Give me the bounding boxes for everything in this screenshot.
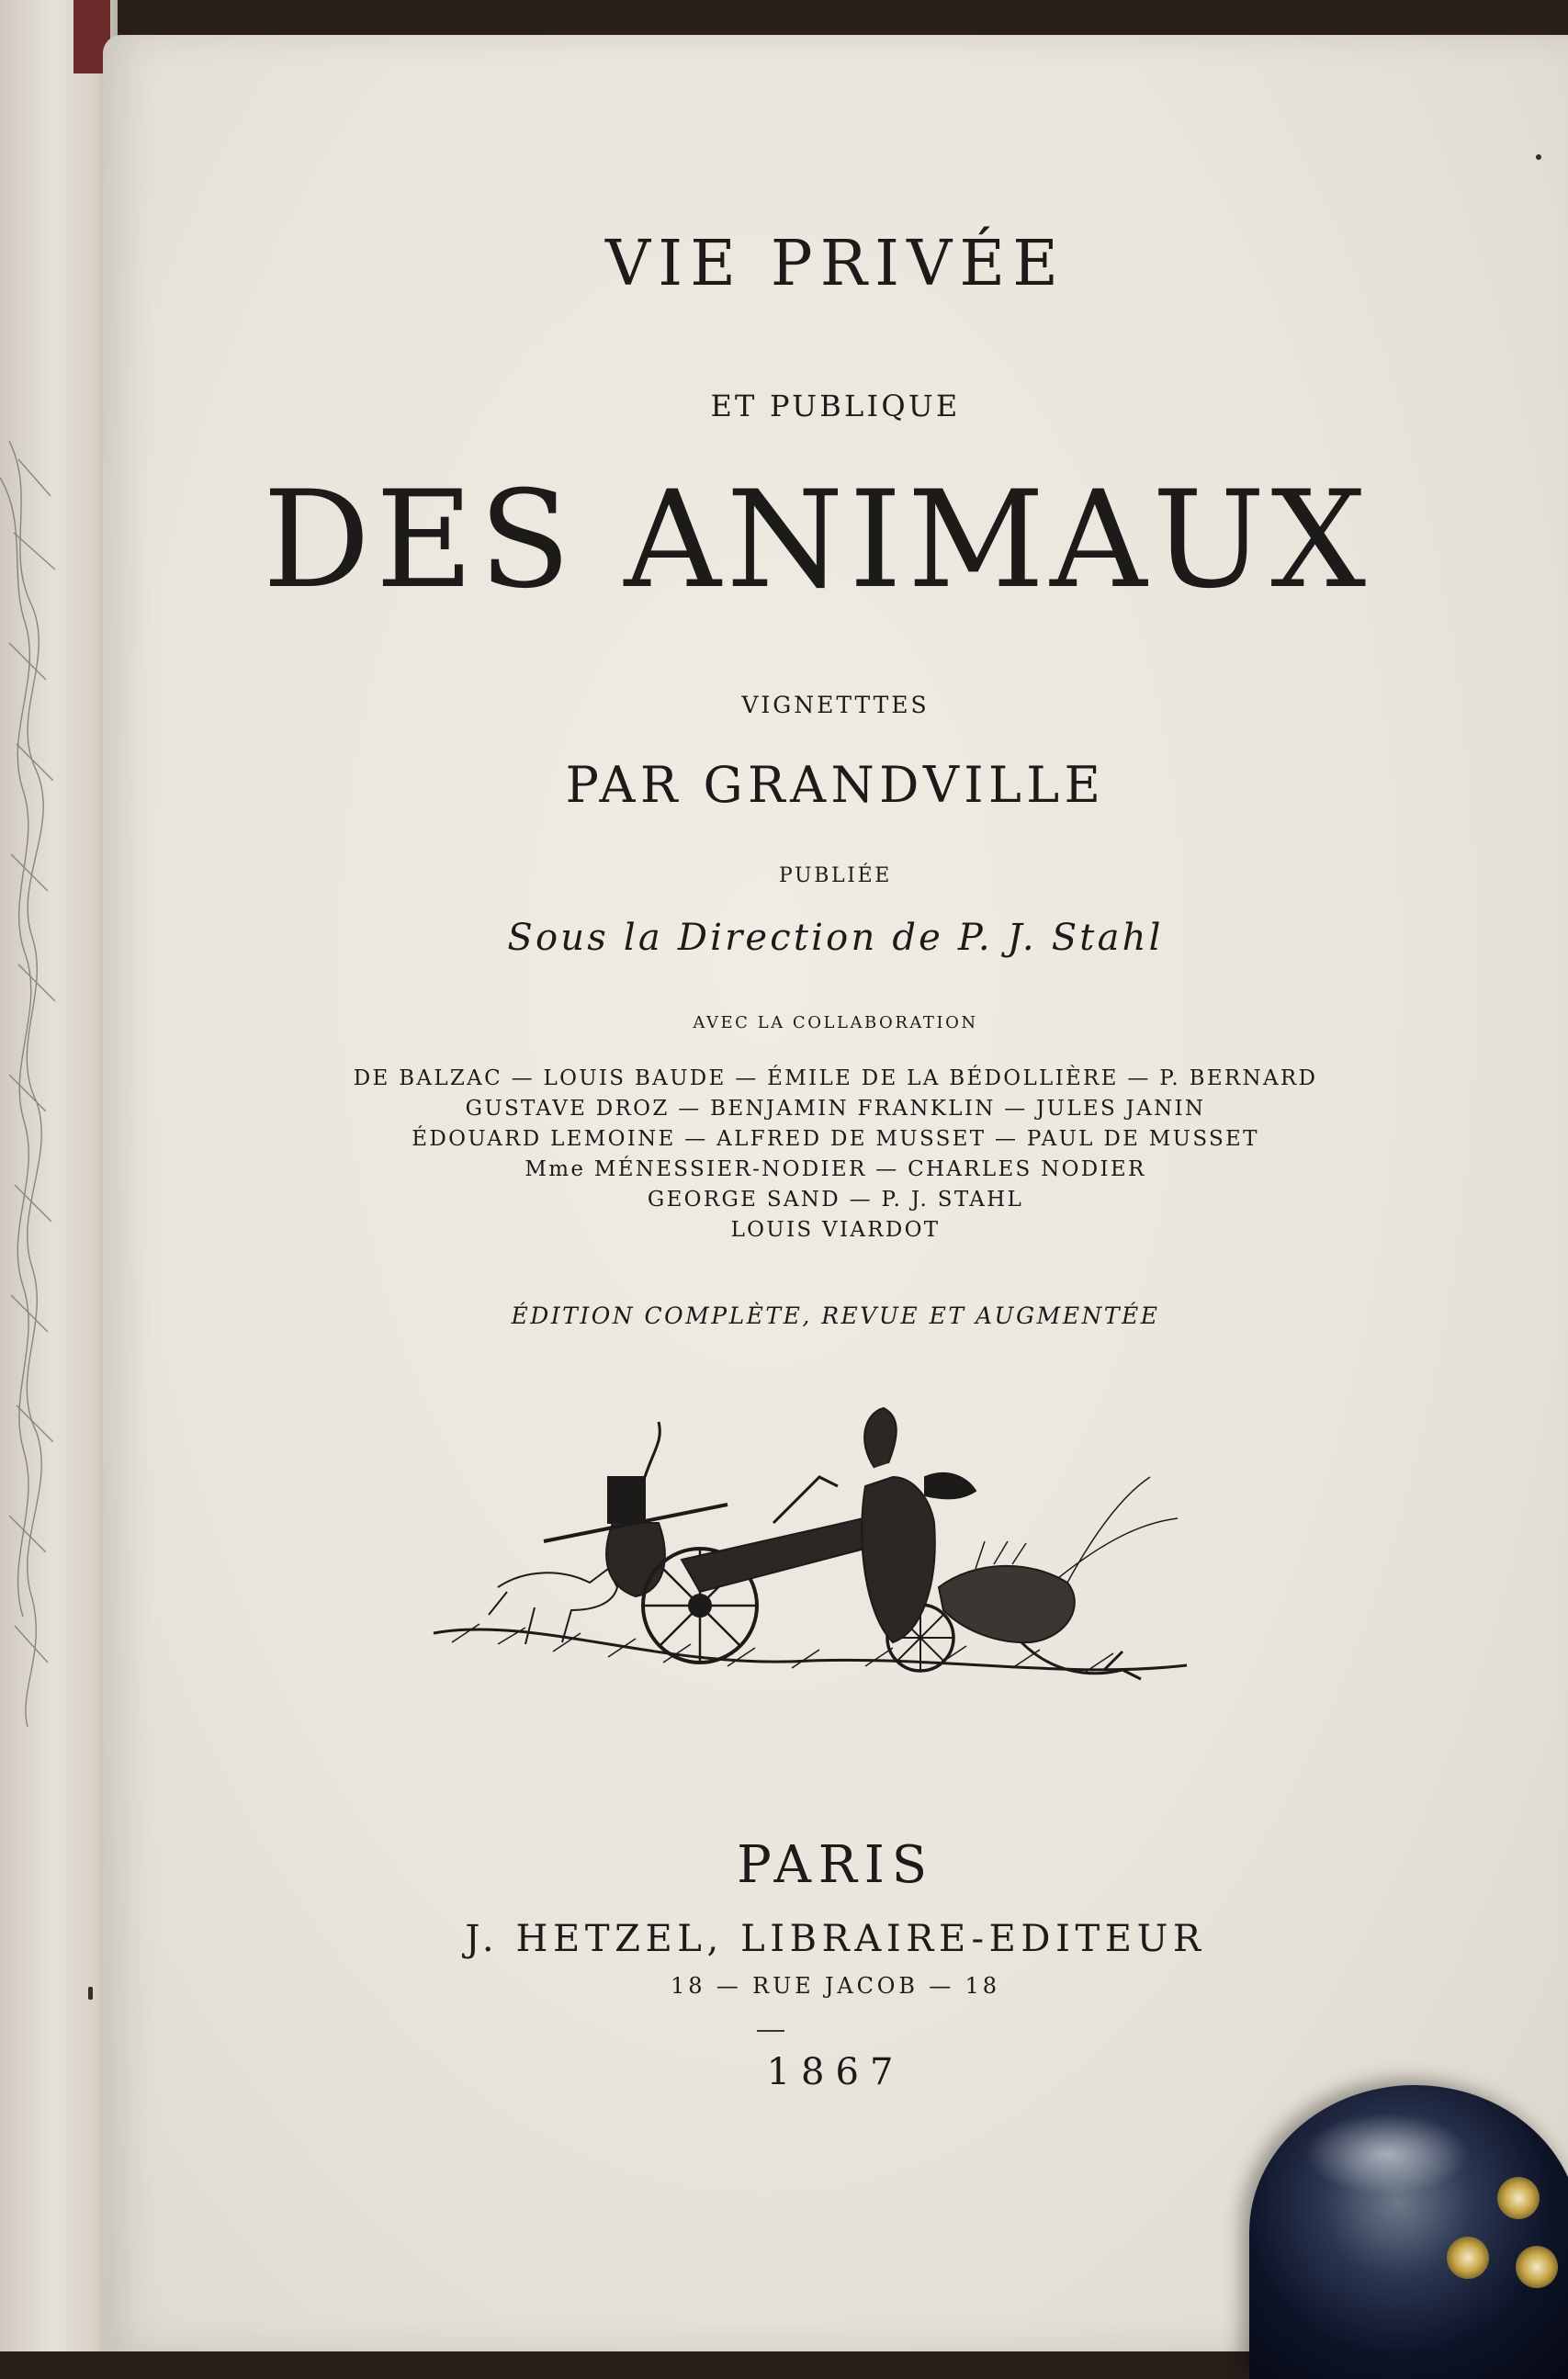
collaborator-line: GEORGE SAND — P. J. STAHL — [647, 1188, 1024, 1212]
publication-year: 1867 — [766, 2051, 905, 2093]
collaborator-line: GUSTAVE DROZ — BENJAMIN FRANKLIN — JULES JANIN — [465, 1097, 1206, 1121]
collaborator-line: LOUIS VIARDOT — [730, 1218, 941, 1242]
facing-page — [0, 0, 118, 2351]
collaborators-list — [103, 1064, 1568, 1246]
vignettes-label: VIGNETTTES — [741, 692, 930, 718]
glass-paperweight — [1249, 2085, 1568, 2379]
paperweight-cane — [1516, 2246, 1558, 2288]
publiee-label: PUBLIÉE — [778, 864, 893, 887]
publication-city: PARIS — [737, 1835, 934, 1895]
collaboration-label: AVEC LA COLLABORATION — [693, 1013, 978, 1032]
paperweight-cane — [1447, 2237, 1489, 2279]
facing-page-engraving — [0, 441, 64, 1727]
title-line-vie-privee: VIE PRIVÉE — [604, 228, 1066, 300]
illustrator-line: PAR GRANDVILLE — [565, 756, 1106, 814]
divider-rule — [757, 2030, 784, 2032]
collaborator-line: Mme MÉNESSIER-NODIER — CHARLES NODIER — [525, 1157, 1146, 1181]
publisher-address: 18 — RUE JACOB — 18 — [671, 1973, 1000, 1999]
foxing-spot — [1536, 154, 1541, 160]
title-line-et-publique: ET PUBLIQUE — [710, 389, 961, 423]
foxing-spot — [88, 1987, 93, 2000]
title-page — [103, 35, 1568, 2351]
publisher-line: J. HETZEL, LIBRAIRE-EDITEUR — [465, 1918, 1206, 1960]
collaborator-line: DE BALZAC — LOUIS BAUDE — ÉMILE DE LA BÉDOLLIÈRE — P. BERNARD — [353, 1066, 1318, 1090]
editor-line: Sous la Direction de P. J. Stahl — [507, 917, 1164, 959]
edition-line: ÉDITION COMPLÈTE, REVUE ET AUGMENTÉE — [511, 1302, 1160, 1329]
main-title: DES ANIMAUX — [262, 462, 1372, 618]
paperweight-cane — [1497, 2177, 1540, 2219]
collaborator-line: ÉDOUARD LEMOINE — ALFRED DE MUSSET — PAUL DE MUSSET — [412, 1127, 1259, 1151]
paperweight-highlight — [1304, 2113, 1470, 2195]
cannon-vignette-illustration — [424, 1404, 1242, 1707]
